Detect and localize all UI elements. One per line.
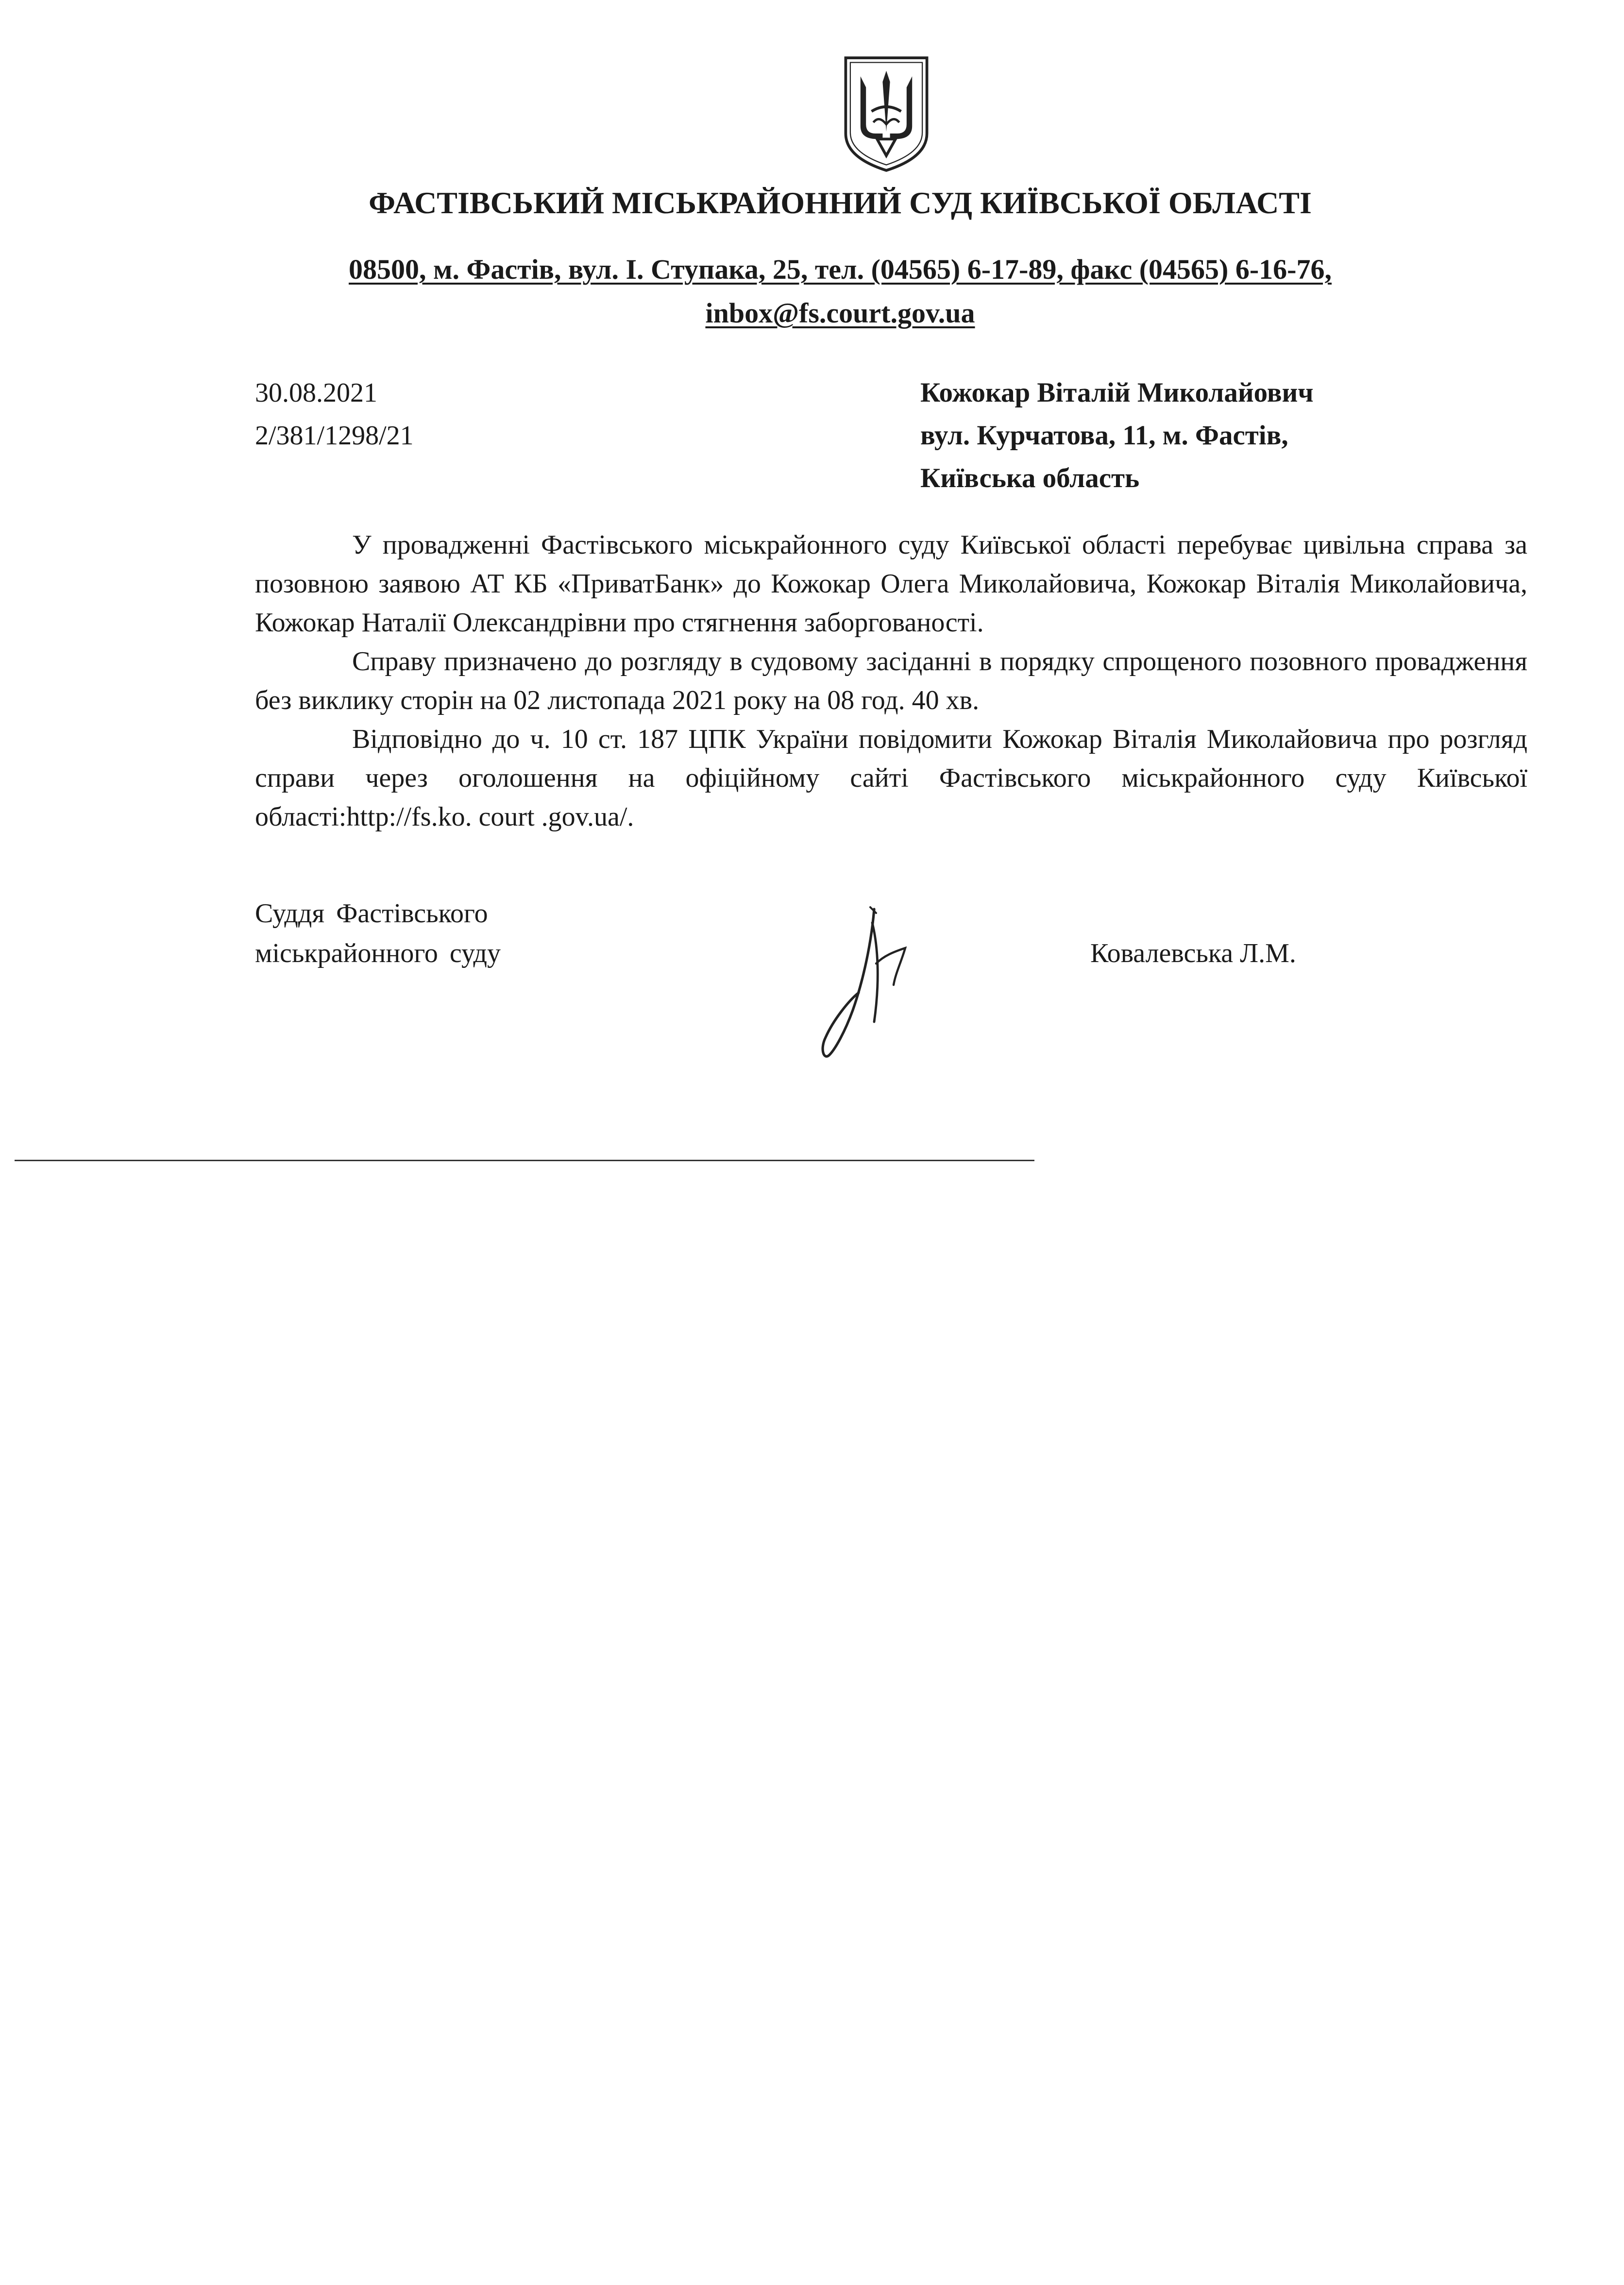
recipient-address-line2: Київська область	[920, 463, 1140, 493]
court-name: ФАСТІВСЬКИЙ МІСЬКРАЙОННИЙ СУД КИЇВСЬКОЇ ОБЛАСТІ	[369, 186, 1312, 220]
letter-body	[255, 525, 1527, 836]
recipient-address-line1: вул. Курчатова, 11, м. Фастів,	[920, 420, 1288, 451]
recipient-block	[920, 372, 1314, 500]
handwritten-signature-icon	[816, 903, 913, 1064]
judge-title	[255, 894, 501, 973]
body-paragraph-2: Справу призначено до розгляду в судовому засіданні в порядку спрощеного позовного провадження без виклику сторін на 02 листопада 2021 року на 08 год. 40 хв.	[255, 646, 1527, 715]
court-address-line: 08500, м. Фастів, вул. І. Ступака, 25, тел. (04565) 6-17-89, факс (04565) 6-16-76,	[349, 254, 1332, 285]
court-contacts	[194, 248, 1486, 335]
judge-name: Ковалевська Л.М.	[1090, 938, 1296, 968]
court-email-link[interactable]: inbox@fs.court.gov.ua	[705, 297, 975, 329]
body-paragraph-3: Відповідно до ч. 10 ст. 187 ЦПК України повідомити Кожокар Віталія Миколайовича про розгляд справи через оголошення на офіційному сайті Фастівського міськрайонного суду Київської області:http://fs.ko. court .gov.ua/.	[255, 724, 1527, 832]
trident-coat-of-arms-icon	[840, 53, 932, 175]
page-divider	[15, 1160, 1034, 1161]
document-meta	[255, 372, 414, 457]
recipient-name: Кожокар Віталій Миколайович	[920, 377, 1314, 408]
judge-title-line1: Суддя Фастівського	[255, 898, 488, 929]
document-date: 30.08.2021	[255, 378, 377, 408]
judge-title-line2: міськрайонного суду	[255, 938, 501, 968]
case-number: 2/381/1298/21	[255, 421, 414, 451]
body-paragraph-1: У провадженні Фастівського міськрайонного суду Київської області перебуває цивільна справа за позовною заявою АТ КБ «ПриватБанк» до Кожокар Олега Миколайовича, Кожокар Віталія Миколайовича, Кожокар Наталії Олександрівни про стягнення заборгованості.	[255, 530, 1527, 638]
